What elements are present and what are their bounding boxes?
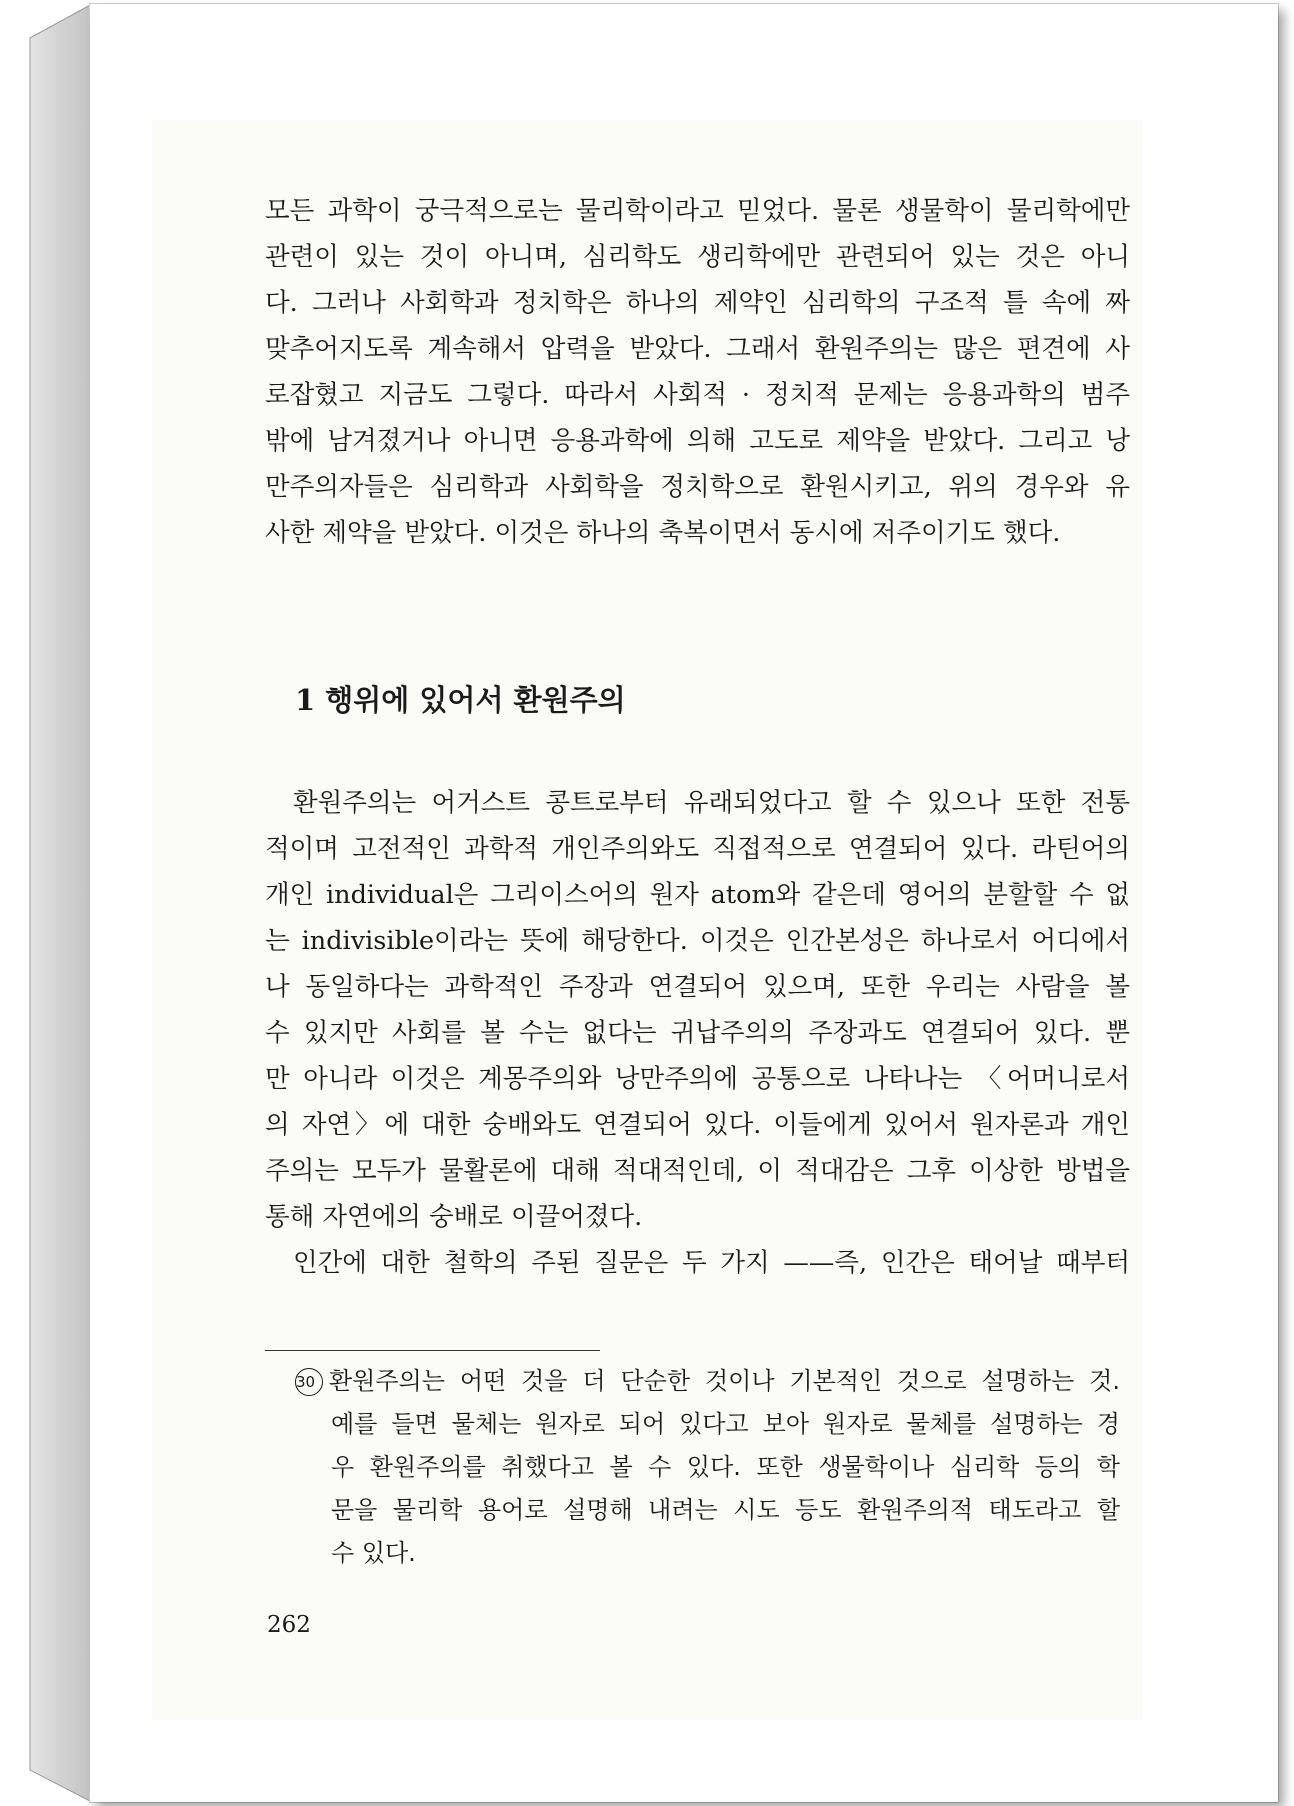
- text-line: 모든 과학이 궁극적으로는 물리학이라고 믿었다. 물론 생물학이 물리학에만: [265, 196, 1130, 226]
- footnote-line: 문을 물리학 용어로 설명해 내려는 시도 등도 환원주의적 태도라고 할: [331, 1496, 1120, 1524]
- footnote-line: [295, 1360, 1120, 1403]
- text-line: 관련이 있는 것이 아니며, 심리학도 생리학에만 관련되어 있는 것은 아니: [265, 242, 1130, 272]
- text-line: 인간에 대한 철학의 주된 질문은 두 가지 ——즉, 인간은 태어날 때부터: [293, 1248, 1130, 1278]
- text-line: 만 아니라 이것은 계몽주의와 낭만주의에 공통으로 나타나는 〈어머니로서: [265, 1064, 1130, 1094]
- text-line: 다. 그러나 사회학과 정치학은 하나의 제약인 심리학의 구조적 틀 속에 짜: [265, 288, 1130, 318]
- paragraph-1: [265, 188, 1130, 556]
- text-line: 로잡혔고 지금도 그렇다. 따라서 사회적 · 정치적 문제는 응용과학의 범주: [265, 380, 1130, 410]
- footnote-text: 환원주의는 어떤 것을 더 단순한 것이나 기본적인 것으로 설명하는 것.: [329, 1367, 1120, 1395]
- text-line: 수 있지만 사회를 볼 수는 없다는 귀납주의의 주장과도 연결되어 있다. 뿐: [265, 1018, 1130, 1048]
- text-line: 사한 제약을 받았다. 이것은 하나의 축복이면서 동시에 저주이기도 했다.: [265, 518, 1061, 548]
- text-line: 만주의자들은 심리학과 사회학을 정치학으로 환원시키고, 위의 경우와 유: [265, 472, 1130, 502]
- text-line: 환원주의는 어거스트 콩트로부터 유래되었다고 할 수 있으나 또한 전통: [293, 788, 1130, 818]
- footnote-line: 우 환원주의를 취했다고 볼 수 있다. 또한 생물학이나 심리학 등의 학: [331, 1453, 1120, 1481]
- text-line: 밖에 남겨졌거나 아니면 응용과학에 의해 고도로 제약을 받았다. 그리고 낭: [265, 426, 1130, 456]
- text-line: 나 동일하다는 과학적인 주장과 연결되어 있으며, 또한 우리는 사람을 볼: [265, 972, 1130, 1002]
- footnote-marker: 30: [295, 1368, 323, 1396]
- section-heading: 1 행위에 있어서 환원주의: [295, 683, 626, 717]
- paragraph-2: [265, 780, 1130, 1286]
- page-number: 262: [267, 1612, 311, 1638]
- text-line: 적이며 고전적인 과학적 개인주의와도 직접적으로 연결되어 있다. 라틴어의: [265, 834, 1130, 864]
- text-line: 주의는 모두가 물활론에 대해 적대적인데, 이 적대감은 그후 이상한 방법을: [265, 1156, 1130, 1186]
- text-line: 맞추어지도록 계속해서 압력을 받았다. 그래서 환원주의는 많은 편견에 사: [265, 334, 1130, 364]
- book-spine: [0, 0, 100, 1806]
- text-line: 는 indivisible이라는 뜻에 해당한다. 이것은 인간본성은 하나로서 어디에서: [265, 926, 1130, 956]
- footnote: [295, 1360, 1120, 1575]
- text-line: 의 자연〉에 대한 숭배와도 연결되어 있다. 이들에게 있어서 원자론과 개인: [265, 1110, 1130, 1140]
- footnote-line: 예를 들면 물체는 원자로 되어 있다고 보아 원자로 물체를 설명하는 경: [331, 1410, 1120, 1438]
- text-line: 통해 자연에의 숭배로 이끌어졌다.: [265, 1202, 643, 1232]
- footnote-line: 수 있다.: [331, 1539, 416, 1567]
- text-line: 개인 individual은 그리이스어의 원자 atom와 같은데 영어의 분할할 수 없: [265, 880, 1130, 910]
- footnote-divider: [265, 1350, 600, 1351]
